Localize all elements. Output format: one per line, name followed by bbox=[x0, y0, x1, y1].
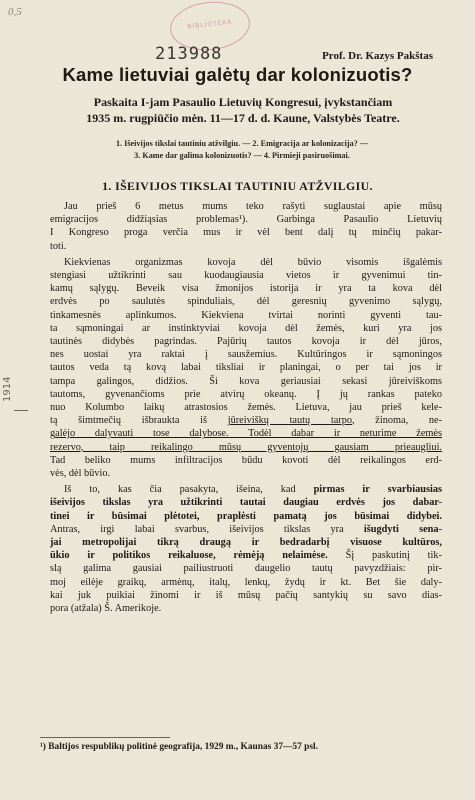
text-line: moj eilėje graikų, armėnų, italų, lenkų, žydų ir kt. Bet šie daly- bbox=[50, 576, 442, 588]
text-line: jai metropolijai tikrą draugą ir bedradarbį visuose kultūros, bbox=[50, 537, 442, 549]
text-line: nuo Kolumbo laikų atrastosios žemės. Lietuva, jau prieš kele- bbox=[50, 402, 442, 414]
text-line: ta sąmoningai ar instinktyviai kovoja dėl žemės, kuri yra jos bbox=[50, 322, 442, 334]
text-line: tinei ir būsimai plėtotei, praplėsti pamatą jos būsimai didybei. bbox=[50, 510, 442, 522]
text-line: Kiekvienas organizmas kovoja dėl būvio visomis išgalėmis bbox=[64, 256, 442, 268]
text-line: toti. bbox=[50, 240, 67, 252]
text-line: I Kongreso proga verčia mus ir vėl bent dalį tų minčių pakar- bbox=[50, 227, 442, 239]
paragraph bbox=[50, 483, 442, 615]
text-line: tautoms, gyvenančioms prie atvirų okeanų. Į jų rankas pateko bbox=[50, 388, 442, 400]
text-line: kai juk puikiai žinomi ir iš mūsų pačių santykių su savo dias- bbox=[50, 589, 442, 601]
document-title: Kame lietuviai galėtų dar kolonizuotis? bbox=[62, 64, 413, 85]
subtitle-line: 1935 m. rugpiūčio mėn. 11—17 d. d. Kaune, Valstybės Teatre. bbox=[86, 111, 400, 125]
text-line: Antras, irgi labai svarbus, išeivijos tikslas yra išugdyti sena- bbox=[50, 523, 442, 535]
text-line: kamų sąlygų. Beveik visa žmonijos istorija ir yra ta kova dėl bbox=[50, 283, 442, 295]
text-line: erdvės po saulutės spinduliais, dėl geresnių gyvenimo sąlygų, bbox=[50, 296, 442, 308]
text-line: Jau prieš 6 metus mums teko rašyti suglaustai apie mūsų bbox=[64, 201, 442, 212]
paragraph bbox=[50, 200, 442, 253]
document-subtitle bbox=[28, 94, 458, 126]
text-line: tampa galingos, didžios. Ši kova geriausiai sekasi jūreiviškoms bbox=[50, 375, 442, 387]
text-line: tą šimtmečių išbraukta iš jūreiviškų tautų tarpo, žinoma, ne- bbox=[50, 415, 442, 427]
text-line: ūkio ir politikos reikaluose, rėmėją nelaimėse. Šį paskutinį tik- bbox=[50, 550, 442, 562]
text-line: išeivijos tikslas yra užtikrinti tautai daugiau erdvės jos dabar- bbox=[50, 497, 442, 509]
text-line: vės, dėl būvio. bbox=[50, 468, 111, 480]
text-line: tautos veda tą kovą labai tiksliai ir planingai, o per tai jos ir bbox=[50, 362, 442, 374]
text-line: Iš to, kas čia pasakyta, išeina, kad pirmas ir svarbiausias bbox=[64, 484, 442, 496]
section-heading: 1. IŠEIVIJOS TIKSLAI TAUTINIU ATŽVILGIU. bbox=[102, 179, 373, 193]
toc-line: 1. Išeivijos tikslai tautiniu atžvilgiu. — 2. Emigracija ar kolonizacija? — bbox=[115, 139, 369, 148]
margin-handwritten-note: 1914 bbox=[2, 376, 13, 402]
table-of-contents bbox=[32, 138, 452, 162]
text-line: tautinės didybės pagrindas. Pajūrių tautos kovoja ir dėl jūros, bbox=[50, 336, 442, 348]
paragraph bbox=[50, 256, 442, 480]
body-text bbox=[50, 200, 442, 618]
text-line: slą galima gausiai pailiustruoti daugelio tautų pavyzdžiais: pir- bbox=[50, 563, 442, 575]
text-line: tinkamesnės aplinkumos. Kiekviena tvirtai norinti gyventi tau- bbox=[50, 309, 442, 321]
toc-line: 3. Kame dar galima kolonizuotis? — 4. Pirmieji pasiruošimai. bbox=[134, 151, 350, 160]
pencil-note: 0,5 bbox=[8, 6, 22, 18]
margin-tick-mark bbox=[14, 410, 28, 411]
footnote-divider bbox=[40, 737, 170, 738]
text-line: emigracijos didžiąsias problemas¹). Garbinga Pasaulio Lietuvių bbox=[50, 214, 442, 226]
text-line: stengiasi užtikrinti sau kuodaugiausia vietos ir gyvenimui tin- bbox=[50, 270, 442, 282]
inventory-number: 213988 bbox=[155, 44, 223, 64]
footnote: ¹) Baltijos respublikų politinė geografija, 1929 m., Kaunas 37—57 psl. bbox=[40, 742, 318, 752]
subtitle-line: Paskaita I-jam Pasaulio Lietuvių Kongresui, įvykstančiam bbox=[93, 95, 393, 109]
text-line: pora (atžala) Š. Amerikoje. bbox=[50, 603, 162, 615]
library-stamp: BIBLIOTEKA bbox=[168, 0, 253, 54]
text-line: nes uostai yra raktai į sausžemius. Kultūringos ir sąmoningos bbox=[50, 349, 442, 361]
text-line: galėjo dalyvauti tose dalybose. Todėl dabar ir neturime žemės bbox=[50, 428, 442, 440]
text-line: Tad beliko mums infiltracijos būdu kovoti dėl reikalingos erd- bbox=[50, 454, 442, 466]
author-name: Prof. Dr. Kazys Pakštas bbox=[322, 50, 433, 62]
text-line: rezervo, taip reikalingo mūsų gyventojų gausiam prieaugliui. bbox=[50, 441, 442, 453]
